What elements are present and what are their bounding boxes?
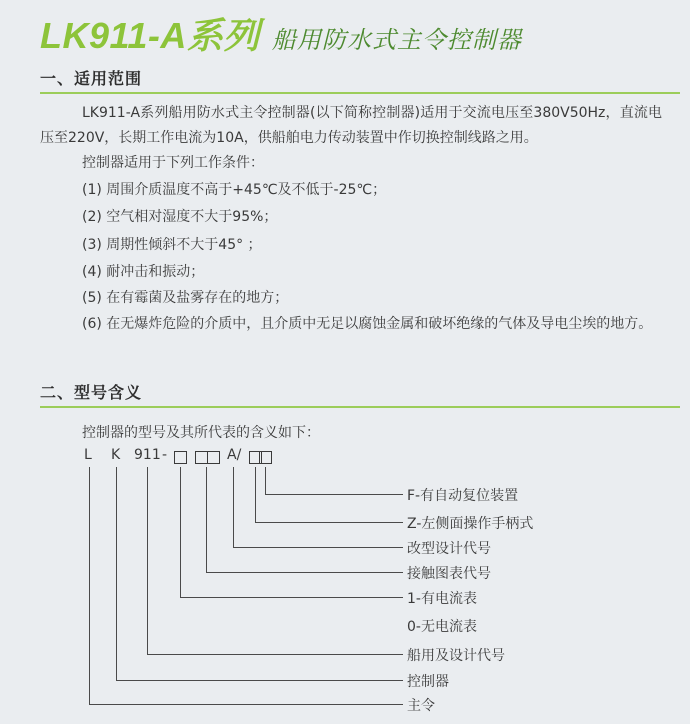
leader-line <box>233 467 234 548</box>
code-dash: - <box>162 447 168 463</box>
leader-line <box>147 654 403 655</box>
leader-line <box>265 494 403 495</box>
leader-line <box>265 467 266 495</box>
meaning-label: 船用及设计代号 <box>407 648 505 664</box>
leader-line <box>89 467 90 705</box>
leader-line <box>206 467 207 573</box>
code-box-contact-chart-2 <box>207 451 220 464</box>
code-letter-k: K <box>111 447 121 463</box>
title-model: LK911-A系列 <box>40 15 260 56</box>
section-heading-scope: 一、适用范围 <box>40 66 680 94</box>
meaning-label: 0-无电流表 <box>407 619 477 635</box>
scope-intro-paragraph: LK911-A系列船用防水式主令控制器(以下简称控制器)适用于交流电压至380V50Hz，直流电压至220V，长期工作电流为10A，供船舶电力传动装置中作切换控制线路之用。 <box>40 105 662 146</box>
meaning-label: 接触图表代号 <box>407 566 491 582</box>
code-box-ammeter <box>174 451 187 464</box>
code-box-reset <box>259 451 272 464</box>
code-letter-l: L <box>84 447 92 463</box>
leader-line <box>255 467 256 523</box>
meaning-label: Z-左侧面操作手柄式 <box>407 516 534 532</box>
model-intro: 控制器的型号及其所代表的含义如下： <box>82 425 320 441</box>
meaning-label: 控制器 <box>407 674 449 690</box>
meaning-label: 1-有电流表 <box>407 591 477 607</box>
leader-line <box>89 704 403 705</box>
meaning-label: 改型设计代号 <box>407 541 491 557</box>
meaning-label: F-有自动复位装置 <box>407 488 519 504</box>
leader-line <box>147 467 148 655</box>
condition-item: (3) 周期性倾斜不大于45° ； <box>82 237 262 253</box>
leader-line <box>180 467 181 598</box>
section-heading-model: 二、型号含义 <box>40 380 680 408</box>
condition-item: (1) 周围介质温度不高于+45℃及不低于-25℃； <box>82 182 387 198</box>
title-subtitle: 船用防水式主令控制器 <box>271 26 522 54</box>
condition-item: (2) 空气相对湿度不大于95%； <box>82 209 278 225</box>
leader-line <box>180 597 403 598</box>
leader-line <box>116 467 117 681</box>
condition-item: (5) 在有霉菌及盐雾存在的地方； <box>82 290 289 306</box>
conditions-intro: 控制器适用于下列工作条件： <box>82 155 264 171</box>
code-a-slash: A/ <box>227 447 242 463</box>
document-title <box>40 8 522 56</box>
leader-line <box>206 572 403 573</box>
meaning-label: 主令 <box>407 698 435 714</box>
code-number: 911 <box>134 447 161 463</box>
leader-line <box>233 547 403 548</box>
condition-item: (4) 耐冲击和振动； <box>82 264 205 280</box>
leader-line <box>116 680 403 681</box>
leader-line <box>255 522 403 523</box>
condition-item: (6) 在无爆炸危险的介质中，且介质中无足以腐蚀金属和破坏绝缘的气体及导电尘埃的地方。 <box>82 316 653 332</box>
